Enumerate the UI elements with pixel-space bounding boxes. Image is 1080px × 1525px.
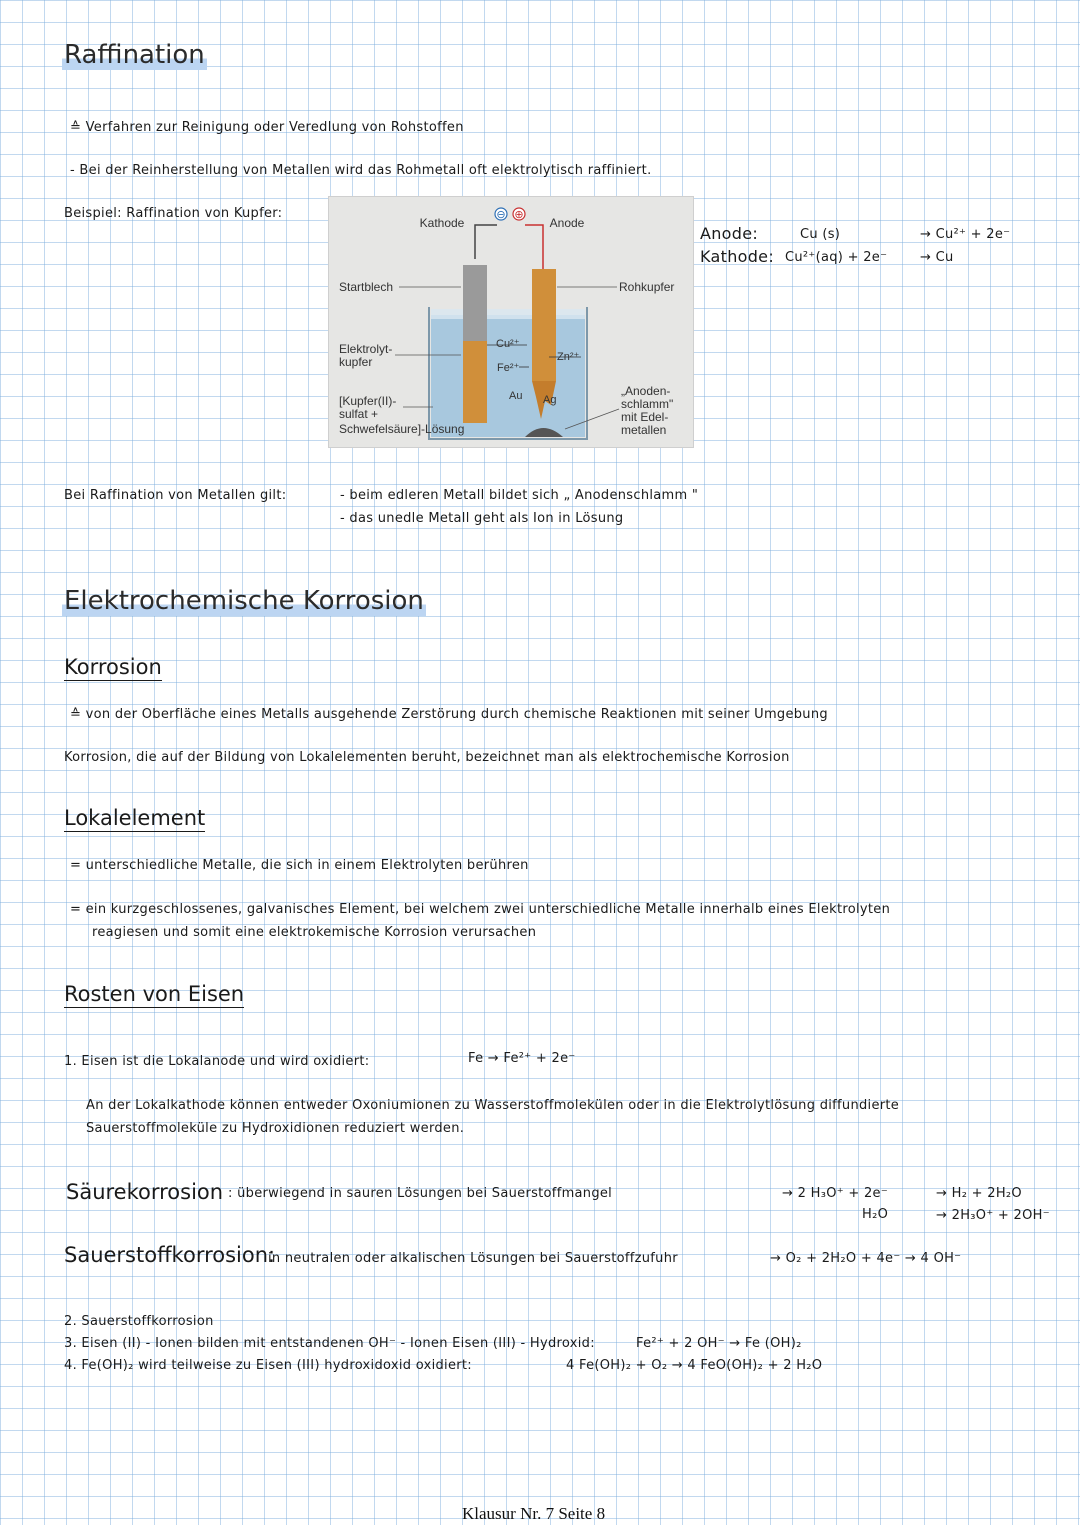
page-footer: Klausur Nr. 7 Seite 8 <box>462 1504 606 1523</box>
minus-sign: ⊖ <box>496 209 506 221</box>
wire-anode <box>525 225 543 269</box>
rosten-step-1: 1. Eisen ist die Lokalanode und wird oxidiert: <box>64 1054 370 1069</box>
rosten-step-4: 4. Fe(OH)₂ wird teilweise zu Eisen (III) hydroxidoxid oxidiert: <box>64 1358 472 1373</box>
saeurekorrosion-equation-2: H₂O <box>862 1207 889 1222</box>
rosten-step-4-equation: 4 Fe(OH)₂ + O₂ → 4 FeO(OH)₂ + 2 H₂O <box>566 1358 823 1373</box>
lokalkathode-line-1: An der Lokalkathode können entweder Oxoniumionen zu Wasserstoffmolekülen oder in die Elektrolytlösung diffundierte <box>86 1098 900 1113</box>
lokalelement-definition-2b: reagiesen und somit eine elektrokemische Korrosion verursachen <box>92 925 537 940</box>
lokalelement-title: Lokalelement <box>64 806 206 830</box>
korrosion-definition: ≙ von der Oberfläche eines Metalls ausgehende Zerstörung durch chemische Reaktionen mit seiner Umgebung <box>70 707 828 722</box>
label-loesung-2: sulfat + <box>339 407 379 421</box>
label-anode: Anode <box>549 216 585 230</box>
label-loesung-3: Schwefelsäure]-Lösung <box>339 422 465 436</box>
rosten-title: Rosten von Eisen <box>64 982 245 1006</box>
label-elektrolyt-2: kupfer <box>339 355 373 369</box>
lokalelement-definition-2a: = ein kurzgeschlossenes, galvanisches Element, bei welchem zwei unterschiedliche Metalle innerhalb eines Elektrolyten <box>70 902 891 917</box>
saeurekorrosion-text: : überwiegend in sauren Lösungen bei Sauerstoffmangel <box>228 1186 613 1201</box>
korrosion-line-2: Korrosion, die auf der Bildung von Lokalelementen beruht, bezeichnet man als elektrochemische Korrosion <box>64 750 790 765</box>
anode-equation-left: Cu (s) <box>800 227 841 242</box>
cathode-copper-layer <box>463 341 487 423</box>
label-schlamm-3: mit Edel- <box>621 410 669 424</box>
saeurekorrosion-label: Säurekorrosion <box>66 1180 224 1204</box>
cathode-start-sheet <box>463 265 487 341</box>
korrosion-title: Korrosion <box>64 655 162 679</box>
lokalkathode-line-2: Sauerstoffmoleküle zu Hydroxidionen reduziert werden. <box>86 1121 465 1136</box>
kathode-equation-right: → Cu <box>920 250 954 265</box>
rosten-step-1-equation: Fe → Fe²⁺ + 2e⁻ <box>468 1051 576 1066</box>
raffination-rule-intro: Bei Raffination von Metallen gilt: <box>64 488 287 503</box>
label-fe-ion: Fe²⁺ <box>497 362 520 374</box>
label-loesung-1: [Kupfer(II)- <box>339 394 397 408</box>
sauerstoffkorrosion-equation: → O₂ + 2H₂O + 4e⁻ → 4 OH⁻ <box>770 1251 962 1266</box>
label-schlamm-2: schlamm" <box>621 397 674 411</box>
saeurekorrosion-equation-1: → 2 H₃O⁺ + 2e⁻ <box>782 1186 888 1201</box>
label-zn-ion: Zn²⁺ <box>557 351 580 363</box>
saeurekorrosion-equation-1-right: → H₂ + 2H₂O <box>936 1186 1022 1201</box>
label-schlamm-1: „Anoden- <box>621 384 671 398</box>
kathode-equation-left: Cu²⁺(aq) + 2e⁻ <box>785 250 888 265</box>
korrosion-section-title: Elektrochemische Korrosion <box>64 586 424 616</box>
label-kathode: Kathode <box>419 216 465 230</box>
kathode-label: Kathode: <box>700 247 775 266</box>
raffination-line-2: - Bei der Reinherstellung von Metallen wird das Rohmetall oft elektrolytisch raffiniert. <box>70 163 652 178</box>
raffination-title: Raffination <box>64 40 205 70</box>
label-elektrolyt-1: Elektrolyt- <box>339 342 393 356</box>
rosten-step-3-equation: Fe²⁺ + 2 OH⁻ → Fe (OH)₂ <box>636 1336 802 1351</box>
label-ag: Ag <box>543 394 557 406</box>
label-cu-ion: Cu²⁺ <box>496 338 520 350</box>
anode-equation-right: → Cu²⁺ + 2e⁻ <box>920 227 1011 242</box>
rosten-step-2: 2. Sauerstoffkorrosion <box>64 1314 214 1329</box>
label-schlamm-4: metallen <box>621 423 667 437</box>
rosten-step-3: 3. Eisen (II) - Ionen bilden mit entstandenen OH⁻ - Ionen Eisen (III) - Hydroxid: <box>64 1336 595 1351</box>
plus-sign: ⊕ <box>514 209 524 221</box>
raffination-rule-1: - beim edleren Metall bildet sich „ Anodenschlamm " <box>340 488 699 503</box>
lokalelement-definition-1: = unterschiedliche Metalle, die sich in einem Elektrolyten berühren <box>70 858 529 873</box>
label-au: Au <box>509 390 523 402</box>
label-rohkupfer: Rohkupfer <box>619 280 675 294</box>
label-startblech: Startblech <box>339 280 394 294</box>
raffination-definition: ≙ Verfahren zur Reinigung oder Veredlung von Rohstoffen <box>70 120 464 135</box>
wire-cathode <box>475 225 497 259</box>
saeurekorrosion-equation-2-right: → 2H₃O⁺ + 2OH⁻ <box>936 1208 1050 1223</box>
sauerstoffkorrosion-label: Sauerstoffkorrosion: <box>64 1243 276 1267</box>
copper-refining-figure <box>328 196 694 448</box>
anode-label: Anode: <box>700 224 759 243</box>
anode-raw-copper <box>532 269 556 381</box>
raffination-rule-2: - das unedle Metall geht als Ion in Lösung <box>340 511 624 526</box>
copper-refining-diagram <box>329 197 693 447</box>
electrolyte-bath <box>431 315 585 437</box>
raffination-example: Beispiel: Raffination von Kupfer: <box>64 206 283 221</box>
sauerstoffkorrosion-text: in neutralen oder alkalischen Lösungen bei Sauerstoffzufuhr <box>268 1251 678 1266</box>
